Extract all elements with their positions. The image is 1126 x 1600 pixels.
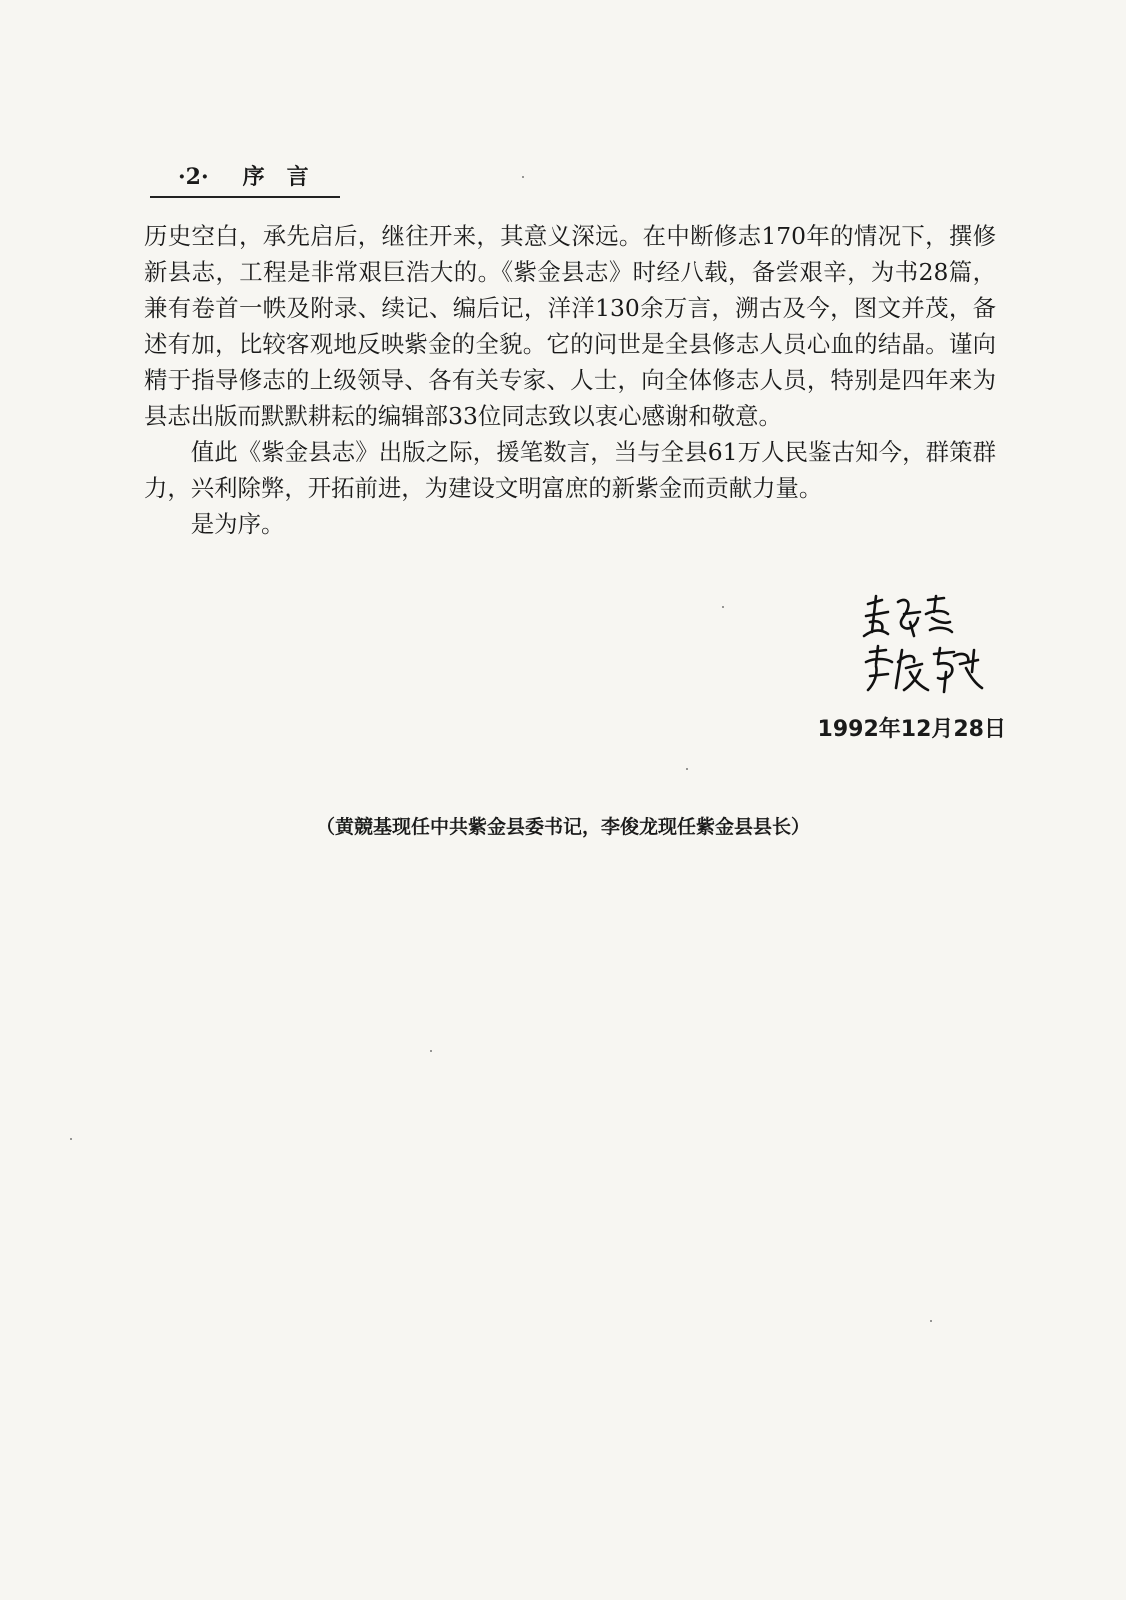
page-header [150,162,340,198]
scan-speck [522,176,524,178]
date-line: 1992年12月28日 [817,717,1006,742]
scan-speck [70,1138,72,1140]
handwritten-signatures [858,592,1008,702]
body-text [144,218,996,542]
scan-speck [686,768,688,770]
scan-speck [722,606,724,608]
scan-speck [430,1050,432,1052]
signature-image [858,592,1008,702]
paragraph: 值此《紫金县志》出版之际，援笔数言，当与全县61万人民鉴古知今，群策群力，兴利除弊，开拓前进，为建设文明富庶的新紫金而贡献力量。 [144,438,996,502]
scan-speck [930,1320,932,1322]
author-note: （黄競基现任中共紫金县委书记，李俊龙现任紫金县县长） [315,816,810,838]
paragraph: 历史空白，承先启后，继往开来，其意义深远。在中断修志170年的情况下，撰修新县志，工程是非常艰巨浩大的。《紫金县志》时经八载，备尝艰辛，为书28篇，兼有卷首一帙及附录、续记、编后记，洋洋130余万言，溯古及今，图文并茂，备述有加，比较客观地反映紫金的全貌。它的问世是全县修志人员心血的结晶。谨向精于指导修志的上级领导、各有关专家、人士，向全体修志人员，特别是四年来为县志出版而默默耕耘的编辑部33位同志致以衷心感谢和敬意。 [144,222,996,430]
page-number: ·2· [178,164,209,190]
paragraph: 是为序。 [190,510,285,538]
section-title: 序言 [242,164,331,190]
